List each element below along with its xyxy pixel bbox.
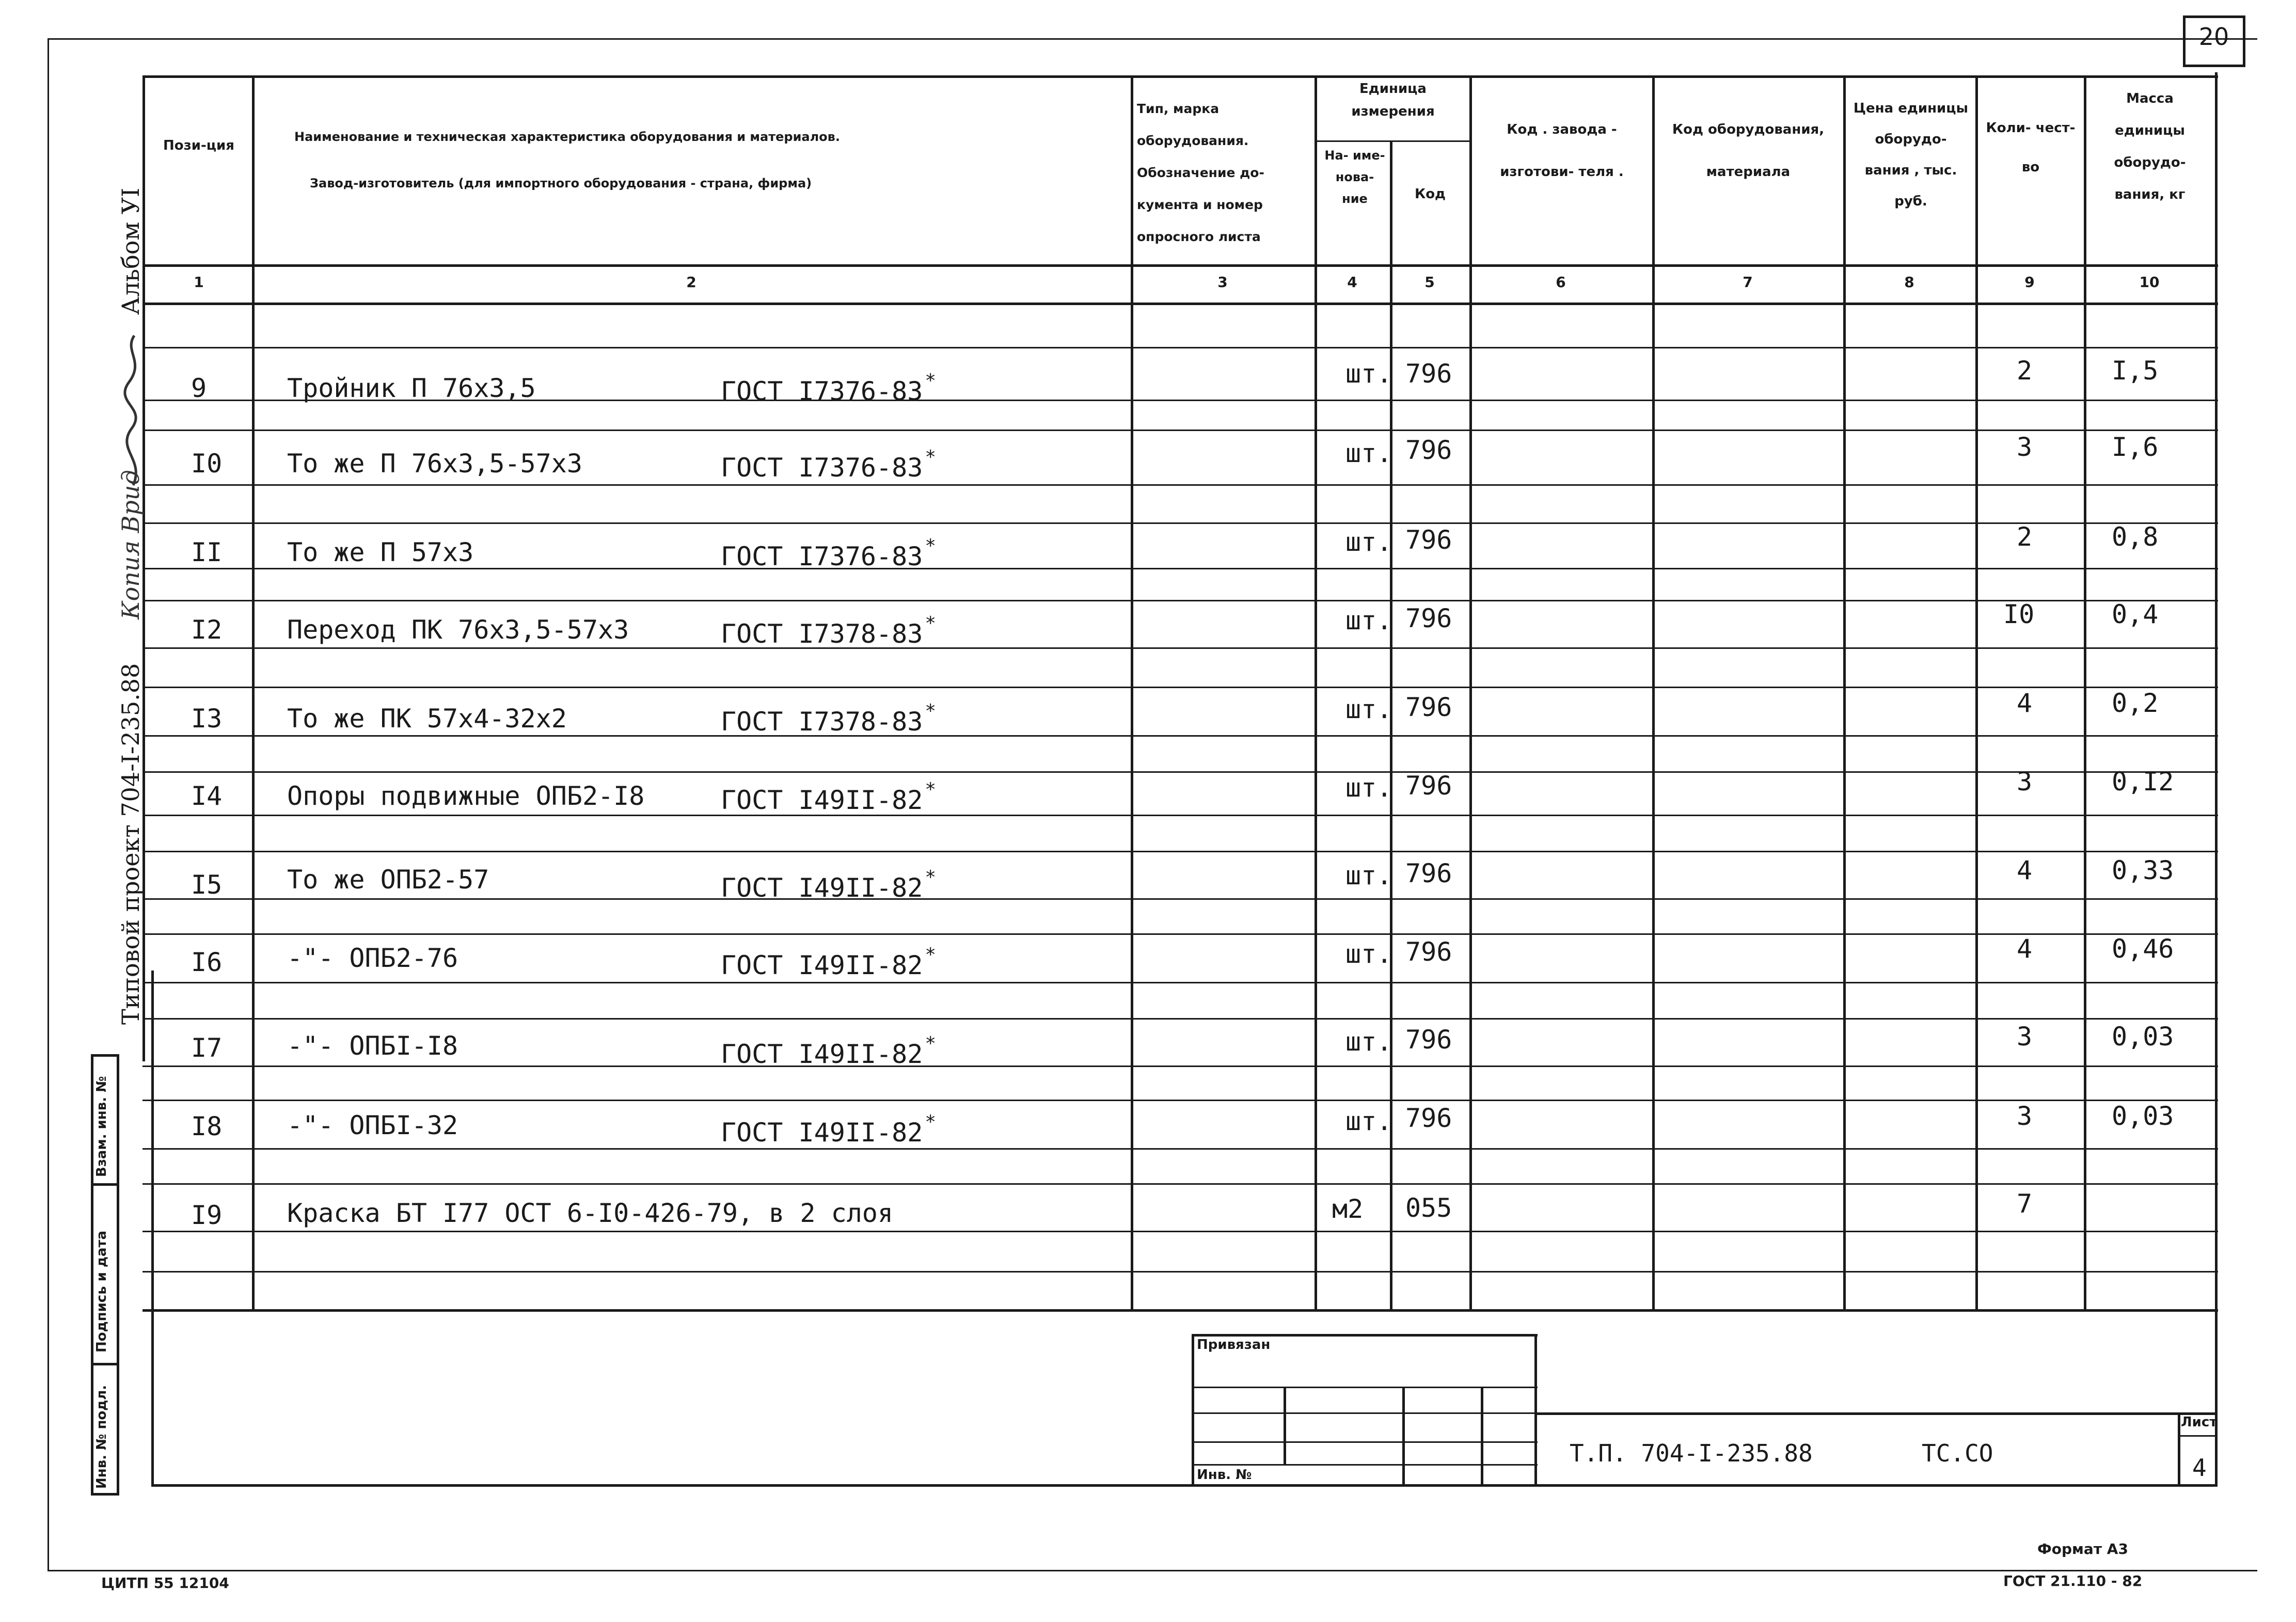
sheet-number: 20	[2198, 23, 2229, 51]
row-position: I3	[191, 704, 223, 734]
row-quantity: 2	[2017, 522, 2033, 552]
row-position: I5	[191, 870, 223, 900]
row-mass: 0,33	[2112, 855, 2174, 885]
row-mass: 0,03	[2112, 1022, 2174, 1052]
row-position: I9	[191, 1200, 223, 1230]
signature-scribble	[119, 330, 150, 496]
row-name: То же П 57х3	[287, 537, 474, 567]
document-code: ТС.СО	[1922, 1439, 1993, 1467]
row-quantity: 2	[2017, 356, 2033, 386]
row-name: То же ОПБ2-57	[287, 865, 489, 895]
row-mass: 0,2	[2112, 688, 2159, 718]
row-name: -"- ОПБI-I8	[287, 1031, 458, 1061]
row-standard: ГОСТ I49II-82 *	[721, 1033, 937, 1069]
copy-note-handwritten: Копия Врид	[117, 470, 145, 619]
row-unit: шт.	[1345, 861, 1392, 890]
list-label: Лист	[2181, 1414, 2218, 1430]
row-quantity: 4	[2017, 855, 2033, 885]
row-standard: ГОСТ I49II-82 *	[721, 944, 937, 980]
row-quantity: 3	[2017, 1022, 2033, 1052]
row-unit: шт.	[1345, 527, 1392, 557]
row-quantity: 3	[2017, 432, 2033, 462]
col-number-1: 1	[194, 274, 204, 291]
row-name: То же ПК 57х4-32х2	[287, 704, 567, 734]
row-quantity: 4	[2017, 688, 2033, 718]
footer-format: Формат А3	[2037, 1540, 2128, 1557]
row-unit: шт.	[1345, 773, 1392, 803]
row-quantity: I0	[2003, 599, 2035, 629]
row-name: То же П 76х3,5-57х3	[287, 449, 582, 479]
col-number-8: 8	[1904, 274, 1914, 291]
col-header-unit-code: Код	[1414, 186, 1446, 202]
row-mass: 0,46	[2112, 934, 2174, 964]
footer-left: ЦИТП 55 12104	[101, 1575, 229, 1592]
col-header-plant-code: Код . завода - изготови- теля .	[1500, 122, 1624, 180]
row-name: Переход ПК 76х3,5-57х3	[287, 615, 629, 645]
row-unit-code: 796	[1405, 692, 1452, 722]
row-position: I2	[191, 615, 223, 645]
project-label: Типовой проект 704-I-235.88	[117, 663, 145, 1025]
row-unit-code: 796	[1405, 937, 1452, 967]
row-position: 9	[191, 373, 207, 403]
row-unit-code: 055	[1405, 1193, 1452, 1223]
footer-gost: ГОСТ 21.110 - 82	[2003, 1572, 2143, 1589]
col-header-equipment-code: Код оборудования, материала	[1672, 122, 1825, 180]
col-number-4: 4	[1347, 274, 1357, 291]
row-position: I6	[191, 947, 223, 977]
col-header-quantity: Коли- чест- во	[1986, 120, 2076, 175]
row-mass: 0,03	[2112, 1101, 2174, 1131]
row-unit-code: 796	[1405, 858, 1452, 888]
col-header-price: Цена единицы оборудо- вания , тыс. руб.	[1853, 101, 1969, 209]
row-unit-code: 796	[1405, 771, 1452, 801]
col-number-3: 3	[1217, 274, 1228, 291]
inv-no-label: Инв. №	[1197, 1467, 1252, 1483]
row-name: Тройник П 76х3,5	[287, 373, 536, 403]
row-unit-code: 796	[1405, 1025, 1452, 1055]
row-standard: ГОСТ I7376-83 *	[721, 447, 937, 483]
row-mass: I,5	[2112, 356, 2159, 386]
row-unit-code: 796	[1405, 435, 1452, 465]
album-label: Альбом УI	[117, 187, 145, 315]
row-name: -"- ОПБ2-76	[287, 943, 458, 973]
col-number-9: 9	[2024, 274, 2035, 291]
row-quantity: 3	[2017, 1101, 2033, 1131]
col-header-unit-name: На- име- нова- ние	[1324, 148, 1385, 206]
row-mass: 0,4	[2112, 599, 2159, 629]
row-unit-code: 796	[1405, 1103, 1452, 1133]
row-standard: ГОСТ I7378-83 *	[721, 613, 937, 649]
col-header-unit-group: Единица измерения	[1351, 81, 1435, 119]
row-unit-code: 796	[1405, 525, 1452, 555]
row-position: I0	[191, 449, 223, 479]
stamp-podpis-data: Подпись и дата	[94, 1230, 109, 1353]
col-number-2: 2	[686, 274, 696, 291]
row-mass: I,6	[2112, 432, 2159, 462]
row-name: Краска БТ I77 ОСТ 6-I0-426-79, в 2 слоя	[287, 1198, 893, 1228]
row-unit-code: 796	[1405, 359, 1452, 389]
col-number-5: 5	[1424, 274, 1435, 291]
row-unit: шт.	[1345, 606, 1392, 635]
row-quantity: 7	[2017, 1189, 2033, 1219]
stamp-vzam-inv: Взам. инв. №	[94, 1076, 109, 1177]
col-number-7: 7	[1743, 274, 1753, 291]
row-standard: ГОСТ I49II-82 *	[721, 779, 937, 815]
row-unit: шт.	[1345, 1027, 1392, 1057]
row-unit: шт.	[1345, 939, 1392, 969]
row-unit: шт.	[1345, 438, 1392, 468]
row-name: Опоры подвижные ОПБ2-I8	[287, 781, 645, 811]
row-name: -"- ОПБI-32	[287, 1110, 458, 1140]
row-standard: ГОСТ I7376-83 *	[721, 370, 937, 406]
list-number: 4	[2192, 1454, 2207, 1482]
row-position: I4	[191, 781, 223, 811]
row-unit: м2	[1332, 1194, 1364, 1224]
privyazan-label: Привязан	[1197, 1337, 1271, 1353]
row-standard: ГОСТ I7378-83 *	[721, 701, 937, 737]
row-position: II	[191, 537, 223, 567]
row-position: I8	[191, 1111, 223, 1141]
row-standard: ГОСТ I49II-82 *	[721, 1111, 937, 1148]
col-header-mass: Масса единицы оборудо- вания, кг	[2114, 91, 2186, 202]
col-number-6: 6	[1556, 274, 1566, 291]
row-standard: ГОСТ I7376-83 *	[721, 535, 937, 571]
col-header-position: Пози-ция	[163, 138, 234, 153]
stamp-inv-no-podl: Инв. № подл.	[94, 1385, 109, 1489]
row-mass: 0,I2	[2112, 767, 2174, 797]
col-header-name-line1: Наименование и техническая характеристика оборудования и материалов.	[294, 130, 840, 144]
row-quantity: 4	[2017, 934, 2033, 964]
row-unit: шт.	[1345, 1106, 1392, 1136]
row-unit: шт.	[1345, 694, 1392, 724]
row-quantity: 3	[2017, 767, 2033, 797]
row-standard: ГОСТ I49II-82 *	[721, 867, 937, 903]
row-mass: 0,8	[2112, 522, 2159, 552]
designation: Т.П. 704-I-235.88	[1570, 1439, 1813, 1467]
col-header-name-line2: Завод-изготовитель (для импортного оборудования - страна, фирма)	[310, 176, 812, 190]
col-number-10: 10	[2139, 274, 2160, 291]
row-position: I7	[191, 1033, 223, 1063]
row-unit-code: 796	[1405, 603, 1452, 633]
row-unit: шт.	[1345, 359, 1392, 389]
col-header-type: Тип, марка оборудования. Обозначение до- кумента и номер опросного листа	[1137, 101, 1264, 244]
